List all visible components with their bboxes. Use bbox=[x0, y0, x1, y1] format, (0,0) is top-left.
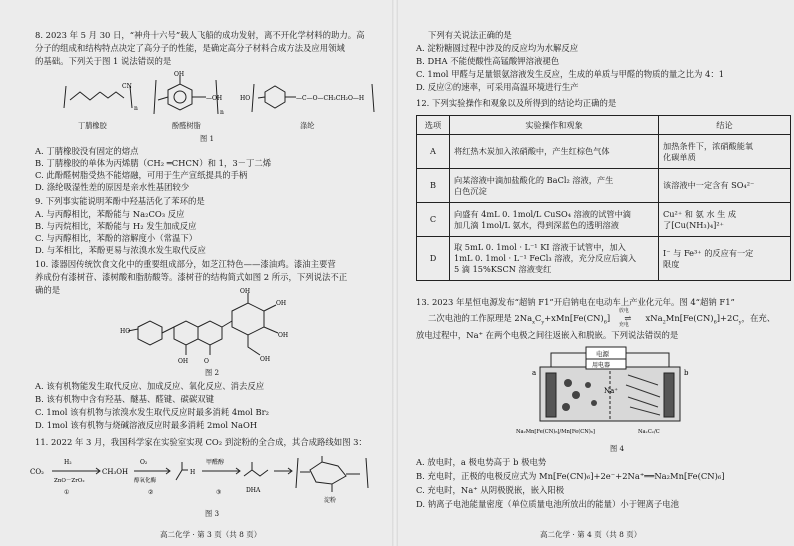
table-header-row bbox=[417, 116, 791, 135]
electrode-b-label: b bbox=[684, 369, 689, 377]
left-page-footer: 高二化学 · 第 3 页（共 8 页） bbox=[160, 530, 262, 539]
fig1-caption: 图 1 bbox=[200, 134, 215, 143]
table-row: A 将红热木炭加入浓硝酸中，产生红棕色气体 加热条件下，浓硝酸能氧 化碳单质 bbox=[417, 135, 791, 169]
figure-4-sodium-battery bbox=[510, 345, 720, 445]
svg-text:①: ① bbox=[64, 489, 70, 496]
q13-option-d: D. 钠离子电池能量密度（单位质量电池所放出的能量）小于锂离子电池 bbox=[416, 499, 679, 509]
load-label: 用电器 bbox=[592, 362, 611, 369]
q8-line1: 8. 2023 年 5 月 30 日，“神舟十六号”载人飞船的成功发射，离不开化学材料的助力。高 bbox=[35, 30, 365, 40]
q9-option-a: A. 与丙醇相比，苯酚能与 Na₂CO₃ 反应 bbox=[35, 209, 185, 219]
fig3-caption: 图 3 bbox=[205, 509, 220, 518]
right-page bbox=[400, 0, 794, 546]
q11-option-d: D. 反应②的速率，可采用高温环境进行生产 bbox=[416, 82, 579, 92]
svg-text:OH: OH bbox=[278, 332, 289, 339]
svg-text:甲醛醇: 甲醛醇 bbox=[206, 459, 225, 466]
svg-text:HO: HO bbox=[120, 328, 131, 335]
table-row: B 向某溶液中滴加盐酸化的 BaCl₂ 溶液，产生 白色沉淀 该溶液中一定含有 SO₄²⁻ bbox=[417, 169, 791, 203]
q13-option-a: A. 放电时，a 极电势高于 b 极电势 bbox=[416, 457, 547, 467]
q8-option-c: C. 此酚醛树脂受热不能熔融，可用于生产宣纸提具的手柄 bbox=[35, 170, 248, 180]
q12-table bbox=[416, 115, 791, 281]
q10-option-c: C. 1mol 该有机物与浓溴水发生取代反应时最多消耗 4mol Br₂ bbox=[35, 407, 270, 417]
q8-line2: 分子的组成和结构特点决定了高分子的性能，是确定高分子材料合成方法及应用领域 bbox=[35, 43, 345, 53]
fig1-label-nitrile-rubber: 丁腈橡胶 bbox=[78, 121, 107, 130]
svg-text:OH: OH bbox=[240, 288, 251, 295]
phenol-formaldehyde-structure bbox=[154, 71, 224, 116]
nitrile-rubber-structure bbox=[64, 83, 138, 112]
svg-text:HO: HO bbox=[240, 95, 251, 102]
q8-option-d: D. 涤纶吸湿性差的原因是亲水性基团较少 bbox=[35, 182, 190, 192]
q10-line2: 养成份有漆树苷、漆树酸和脂肪酸等。漆树苷的结构简式如图 2 所示，下列说法不正 bbox=[35, 272, 348, 282]
q9-option-c: C. 与丙醇相比，苯酚的溶解度小（常温下） bbox=[35, 233, 198, 243]
svg-text:H: H bbox=[190, 469, 196, 476]
svg-text:CH₃OH: CH₃OH bbox=[102, 468, 129, 476]
svg-text:OH: OH bbox=[276, 300, 287, 307]
q9-option-b: B. 与丙烷相比，苯酚能与 H₂ 发生加成反应 bbox=[35, 221, 197, 231]
right-page-footer: 高二化学 · 第 4 页（共 8 页） bbox=[540, 530, 642, 539]
svg-text:③: ③ bbox=[216, 489, 222, 496]
fig4-caption: 图 4 bbox=[610, 444, 625, 453]
svg-text:醇氧化酶: 醇氧化酶 bbox=[134, 478, 157, 484]
svg-text:—C—O—CH₂CH₂O—H: —C—O—CH₂CH₂O—H bbox=[296, 95, 365, 102]
table-row: C 向盛有 4mL 0. 1mol/L CuSO₄ 溶液的试管中滴 加几滴 1mol/L 氨水，得到深蓝色的透明溶液 Cu²⁺ 和 氨 水 生 成 了[Cu(NH₃)₄]²⁺ bbox=[417, 203, 791, 237]
svg-text:O: O bbox=[204, 358, 209, 365]
svg-text:DHA: DHA bbox=[246, 487, 261, 494]
q11-line1: 11. 2022 年 3 月，我国科学家在实验室实现 CO₂ 到淀粉的全合成，其合成路线如图 3： bbox=[35, 437, 367, 447]
svg-text:ZnO－ZrO₂: ZnO－ZrO₂ bbox=[54, 478, 85, 484]
q13-line1: 13. 2023 年星恒电源发布“超钠 F1”开启钠电在电动车上产业化元年。图 4“超钠 F1” bbox=[416, 297, 735, 307]
figure-1-polymers bbox=[60, 70, 380, 122]
q9-stem: 9. 下列事实能说明苯酚中羟基活化了苯环的是 bbox=[35, 196, 205, 206]
q11-option-a: A. 淀粉糖圆过程中涉及的反应均为水解反应 bbox=[416, 43, 579, 53]
svg-text:n: n bbox=[134, 105, 138, 112]
q13-option-c: C. 充电时，Na⁺ 从阴极脱嵌，嵌入阳极 bbox=[416, 485, 565, 495]
q8-option-a: A. 丁腈橡胶没有固定的熔点 bbox=[35, 146, 139, 156]
svg-text:—OH: —OH bbox=[206, 95, 223, 102]
fig2-caption: 图 2 bbox=[205, 368, 220, 377]
q10-option-d: D. 1mol 该有机物与烧碱溶液反应时最多消耗 2mol NaOH bbox=[35, 420, 258, 430]
svg-text:n: n bbox=[220, 109, 224, 116]
q13-line3: 放电过程中，Na⁺ 在两个电极之间往返嵌入和脱嵌。下列说法错误的是 bbox=[416, 330, 679, 340]
svg-text:OH: OH bbox=[260, 356, 271, 363]
q10-option-a: A. 该有机物能发生取代反应、加成反应、氧化反应、消去反应 bbox=[35, 381, 265, 391]
right-electrode-material: NaₓCₓ/C bbox=[638, 429, 660, 435]
svg-text:O₂: O₂ bbox=[140, 459, 148, 466]
q12-stem: 12. 下列实验操作和观象以及所得到的结论均正确的是 bbox=[416, 98, 617, 108]
svg-text:CN: CN bbox=[122, 83, 132, 90]
q10-option-b: B. 该有机物中含有羟基、醚基、醛键、碳碳双键 bbox=[35, 394, 214, 404]
header-operation: 实验操作和观象 bbox=[450, 116, 659, 135]
q8-line3: 的基础。下列关于图 1 说法错误的是 bbox=[35, 56, 172, 66]
q13-line2: 二次电池的工作原理是 $2Na_xC_y+xMn[Fe(CN)_6]$ 放电 ⇌ 充电 $xNa_2Mn[Fe(CN)_6]+2C_y$，在充、 bbox=[428, 308, 776, 328]
fig1-label-phenolic-resin: 酚醛树脂 bbox=[172, 121, 201, 130]
table-row: D 取 5mL 0. 1mol · L⁻¹ KI 溶液于试管中，加入 1mL 0. 1mol · L⁻¹ FeCl₃ 溶液，充分反应后滴入 5 滴 15%KSCN 溶液变红 I⁻ 与 Fe³⁺ 的反应有一定 限度 bbox=[417, 237, 791, 281]
na-ion-label: Na⁺ bbox=[604, 387, 618, 395]
figure-3-synthesis-route bbox=[30, 452, 370, 506]
svg-text:②: ② bbox=[148, 489, 154, 496]
q8-option-b: B. 丁腈橡胶的单体为丙烯腈（CH₂ ═CHCN）和 1，3－丁二烯 bbox=[35, 158, 272, 168]
header-conclusion: 结论 bbox=[659, 116, 791, 135]
page-fold bbox=[392, 0, 398, 546]
svg-text:OH: OH bbox=[174, 71, 185, 78]
q9-option-d: D. 与苯相比，苯酚更易与浓溴水发生取代反应 bbox=[35, 245, 206, 255]
fig1-label-polyester: 涤纶 bbox=[300, 121, 315, 130]
q11-option-b: B. DHA 不能使酸性高锰酸钾溶液褪色 bbox=[416, 56, 560, 66]
q10-line1: 10. 漆器因传统饮食文化中的重要组成部分，如芝江特色——漆油鸡。漆油主要营 bbox=[35, 259, 336, 269]
header-option: 选项 bbox=[417, 116, 450, 135]
electrode-a-label: a bbox=[532, 369, 537, 377]
left-page bbox=[0, 0, 380, 546]
svg-text:淀粉: 淀粉 bbox=[324, 497, 337, 504]
svg-text:H₂: H₂ bbox=[64, 459, 72, 466]
power-source-label: 电源 bbox=[596, 350, 609, 358]
route-co2: CO₂ bbox=[30, 468, 44, 476]
svg-text:OH: OH bbox=[178, 358, 189, 365]
q11-option-c: C. 1mol 甲醛与足量银氨溶液发生反应，生成的单质与甲醛的物质的量之比为 4：1 bbox=[416, 69, 725, 79]
q11-stem-cont: 下列有关说法正确的是 bbox=[428, 30, 512, 40]
left-electrode-material: Na₂Mn[Fe(CN)₆]/Mn[Fe(CN)₆] bbox=[516, 429, 595, 435]
figure-2-lacquer-glycoside bbox=[120, 285, 310, 370]
polyester-structure bbox=[240, 84, 374, 112]
q13-option-b: B. 充电时，正极的电极反应式为 Mn[Fe(CN)₆]+2e⁻+2Na⁺══Na₂Mn[Fe(CN)₆] bbox=[416, 471, 725, 481]
q10-line3: 确的是 bbox=[35, 285, 61, 295]
